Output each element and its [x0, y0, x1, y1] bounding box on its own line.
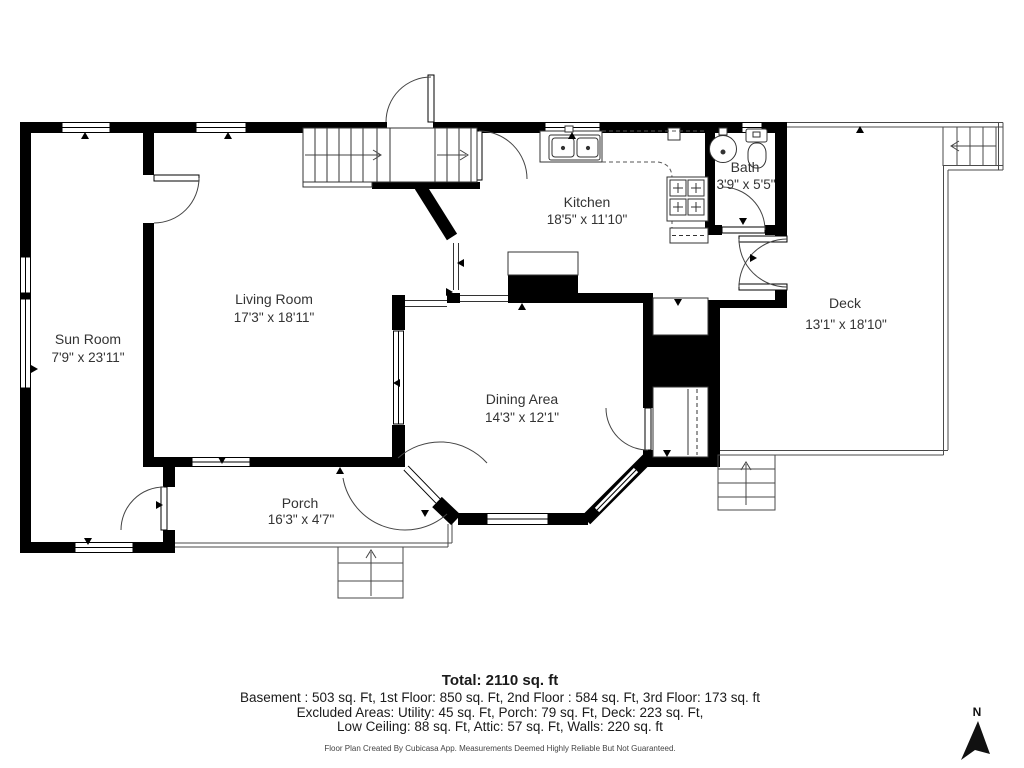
- cased-openings: [303, 182, 508, 307]
- porch-dims: 16'3" x 4'7": [267, 512, 335, 527]
- total-area: Total: 2110 sq. ft: [441, 672, 559, 689]
- excluded-areas-2: Low Ceiling: 88 sq. Ft, Attic: 57 sq. Ft, Walls: 220 sq. ft: [337, 719, 663, 735]
- dining-area-label: Dining Area: [485, 391, 559, 407]
- porch-label: Porch: [281, 495, 319, 511]
- bay-diagonal-window: [597, 470, 636, 510]
- north-label: N: [972, 705, 982, 719]
- bath-label: Bath: [730, 159, 760, 175]
- excluded-areas: Excluded Areas: Utility: 45 sq. Ft, Porch: 79 sq. Ft, Deck: 223 sq. Ft,: [296, 704, 704, 720]
- bay-door-leaf: [406, 468, 438, 501]
- deck-dims: 13'1" x 18'10": [805, 317, 887, 332]
- deck-label: Deck: [829, 295, 861, 311]
- deck-bottom-stairs: [718, 455, 775, 510]
- porch-steps: [338, 547, 403, 598]
- deck-top-stairs: [943, 127, 1003, 166]
- kitchen-label: Kitchen: [563, 194, 611, 210]
- dining-area-dims: 14'3" x 12'1": [484, 410, 560, 425]
- sun-room-label: Sun Room: [54, 331, 122, 347]
- living-room-dims: 17'3" x 18'11": [233, 310, 315, 325]
- dishwasher: [670, 228, 708, 243]
- kitchen-dims: 18'5" x 11'10": [546, 212, 628, 227]
- disclaimer: Floor Plan Created By Cubicasa App. Measurements Deemed Highly Reliable But Not Guaranteed.: [324, 743, 676, 753]
- floor-areas: Basement : 503 sq. Ft, 1st Floor: 850 sq. Ft, 2nd Floor : 584 sq. Ft, 3rd Floor: 173 sq. ft: [240, 690, 760, 705]
- living-room-label: Living Room: [235, 291, 313, 307]
- sun-room-dims: 7'9" x 23'11": [51, 350, 125, 365]
- interior-staircase: [303, 128, 477, 182]
- stove: [667, 177, 708, 221]
- bath-dims: 3'9" x 5'5": [716, 177, 776, 192]
- porch-outline: [175, 524, 452, 598]
- area-summary: [0, 672, 1000, 761]
- fireplace: [508, 252, 578, 275]
